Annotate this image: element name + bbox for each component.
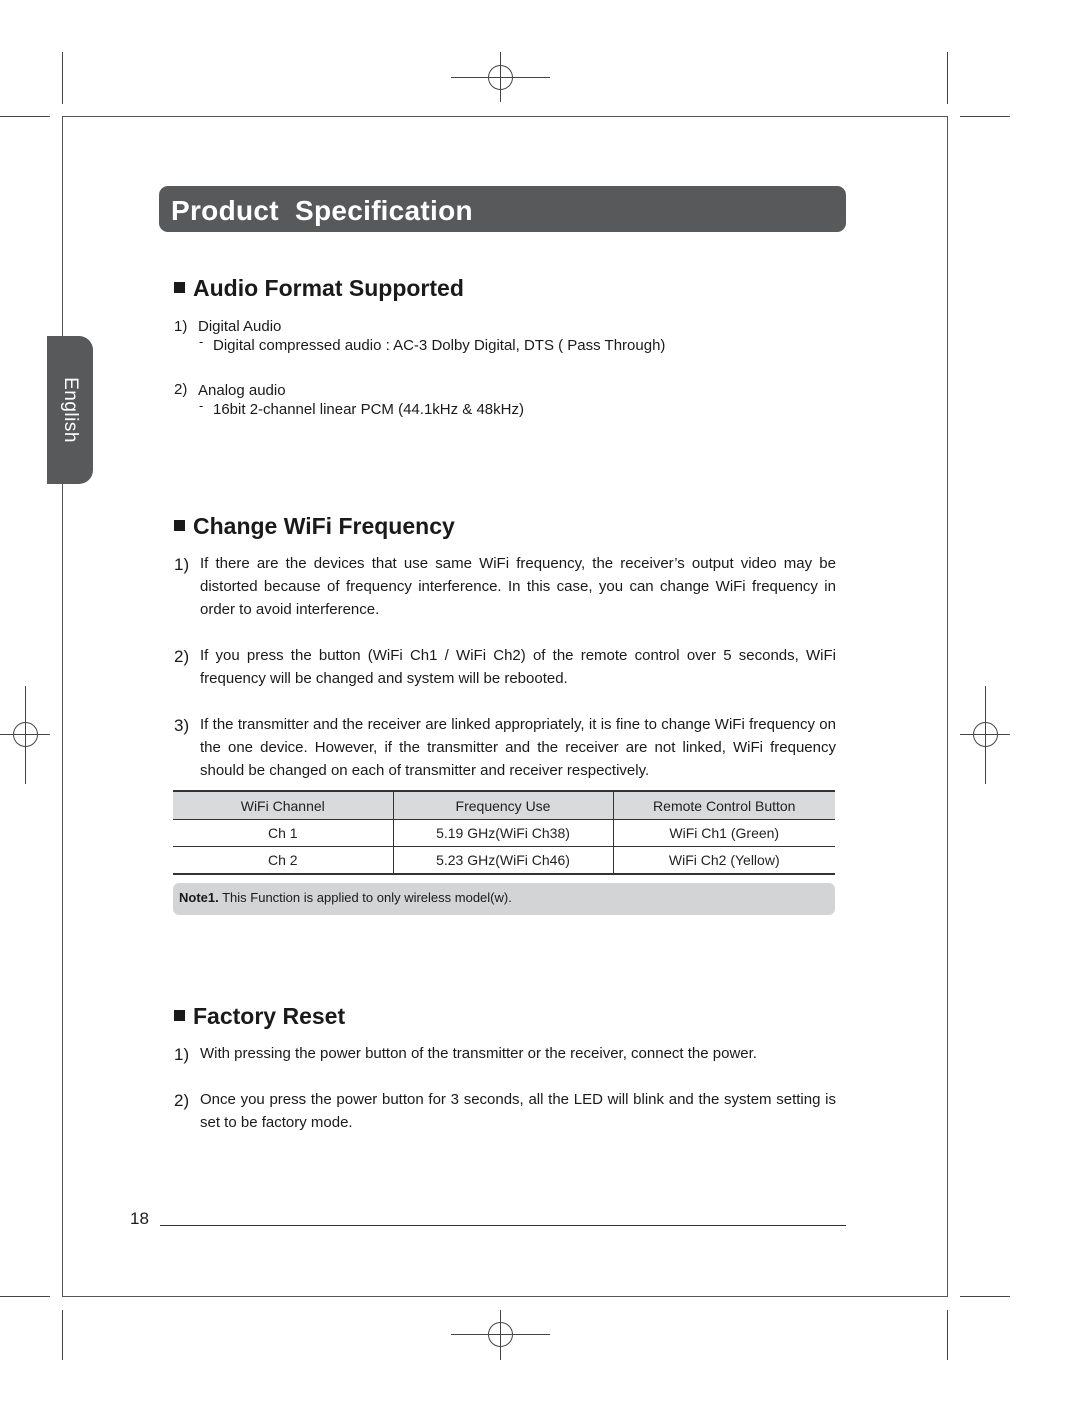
table-cell: Ch 1 — [173, 820, 393, 847]
reset-section-heading: Factory Reset — [174, 1003, 345, 1030]
reset-item-number: 2) — [174, 1091, 190, 1110]
column-header: Frequency Use — [393, 791, 613, 820]
table-cell: WiFi Ch2 (Yellow) — [613, 847, 835, 875]
note-body: This Function is applied to only wireless model(w). — [218, 890, 512, 905]
reset-item-text: Once you press the power button for 3 seconds, all the LED will blink and the system setting is set to be factory mode. — [200, 1091, 836, 1131]
audio-item-number: 1) — [174, 318, 188, 335]
note-text — [179, 890, 512, 905]
square-bullet-icon — [174, 1010, 185, 1021]
table-cell: 5.23 GHz(WiFi Ch46) — [393, 847, 613, 875]
wifi-item-number: 1) — [174, 555, 190, 574]
language-side-tab — [47, 336, 93, 484]
audio-section-heading: Audio Format Supported — [174, 275, 464, 302]
wifi-item-text: If you press the button (WiFi Ch1 / WiFi Ch2) of the remote control over 5 seconds, WiFi frequency will be changed and system will be rebooted. — [200, 647, 836, 687]
table-cell: Ch 2 — [173, 847, 393, 875]
reset-item-number: 1) — [174, 1045, 190, 1064]
square-bullet-icon — [174, 282, 185, 293]
note-label: Note1. — [179, 890, 219, 905]
footer-rule — [160, 1225, 846, 1226]
table-header-row — [173, 791, 835, 820]
table-row — [173, 847, 835, 875]
table-cell: 5.19 GHz(WiFi Ch38) — [393, 820, 613, 847]
wifi-item-text: If the transmitter and the receiver are linked appropriately, it is ﬁne to change WiFi frequency on the one device. However, if the transmitter and the receiver are not linked, WiFi frequency should be changed on each of transmitter and receiver respectively. — [200, 716, 836, 779]
wifi-item-number: 3) — [174, 716, 190, 735]
column-header: Remote Control Button — [613, 791, 835, 820]
wifi-section-heading: Change WiFi Frequency — [174, 513, 455, 540]
wifi-item-number: 2) — [174, 647, 190, 666]
title-bar — [159, 186, 846, 232]
square-bullet-icon — [174, 520, 185, 531]
audio-item-label: Digital Audio — [198, 318, 282, 335]
note-box — [173, 883, 835, 915]
table-cell: WiFi Ch1 (Green) — [613, 820, 835, 847]
side-tab-label: English — [60, 377, 81, 443]
column-header: WiFi Channel — [173, 791, 393, 820]
wifi-channel-table — [173, 790, 835, 875]
page-number: 18 — [130, 1209, 149, 1228]
audio-item-number: 2) — [174, 381, 188, 398]
dash-bullet: - — [199, 334, 204, 349]
wifi-item-text: If there are the devices that use same WiFi frequency, the receiver’s output video may be distorted because of frequency interference. In this case, you can change WiFi frequency in order to avoid interference. — [200, 555, 836, 618]
audio-item-detail: 16bit 2-channel linear PCM (44.1kHz & 48kHz) — [213, 401, 524, 418]
page-title: Product Speciﬁcation — [171, 195, 473, 226]
audio-item-label: Analog audio — [198, 382, 286, 399]
dash-bullet: - — [199, 398, 204, 413]
audio-item-detail: Digital compressed audio : AC-3 Dolby Digital, DTS ( Pass Through) — [213, 337, 666, 354]
table-row — [173, 820, 835, 847]
reset-item-text: With pressing the power button of the transmitter or the receiver, connect the power. — [200, 1045, 757, 1062]
